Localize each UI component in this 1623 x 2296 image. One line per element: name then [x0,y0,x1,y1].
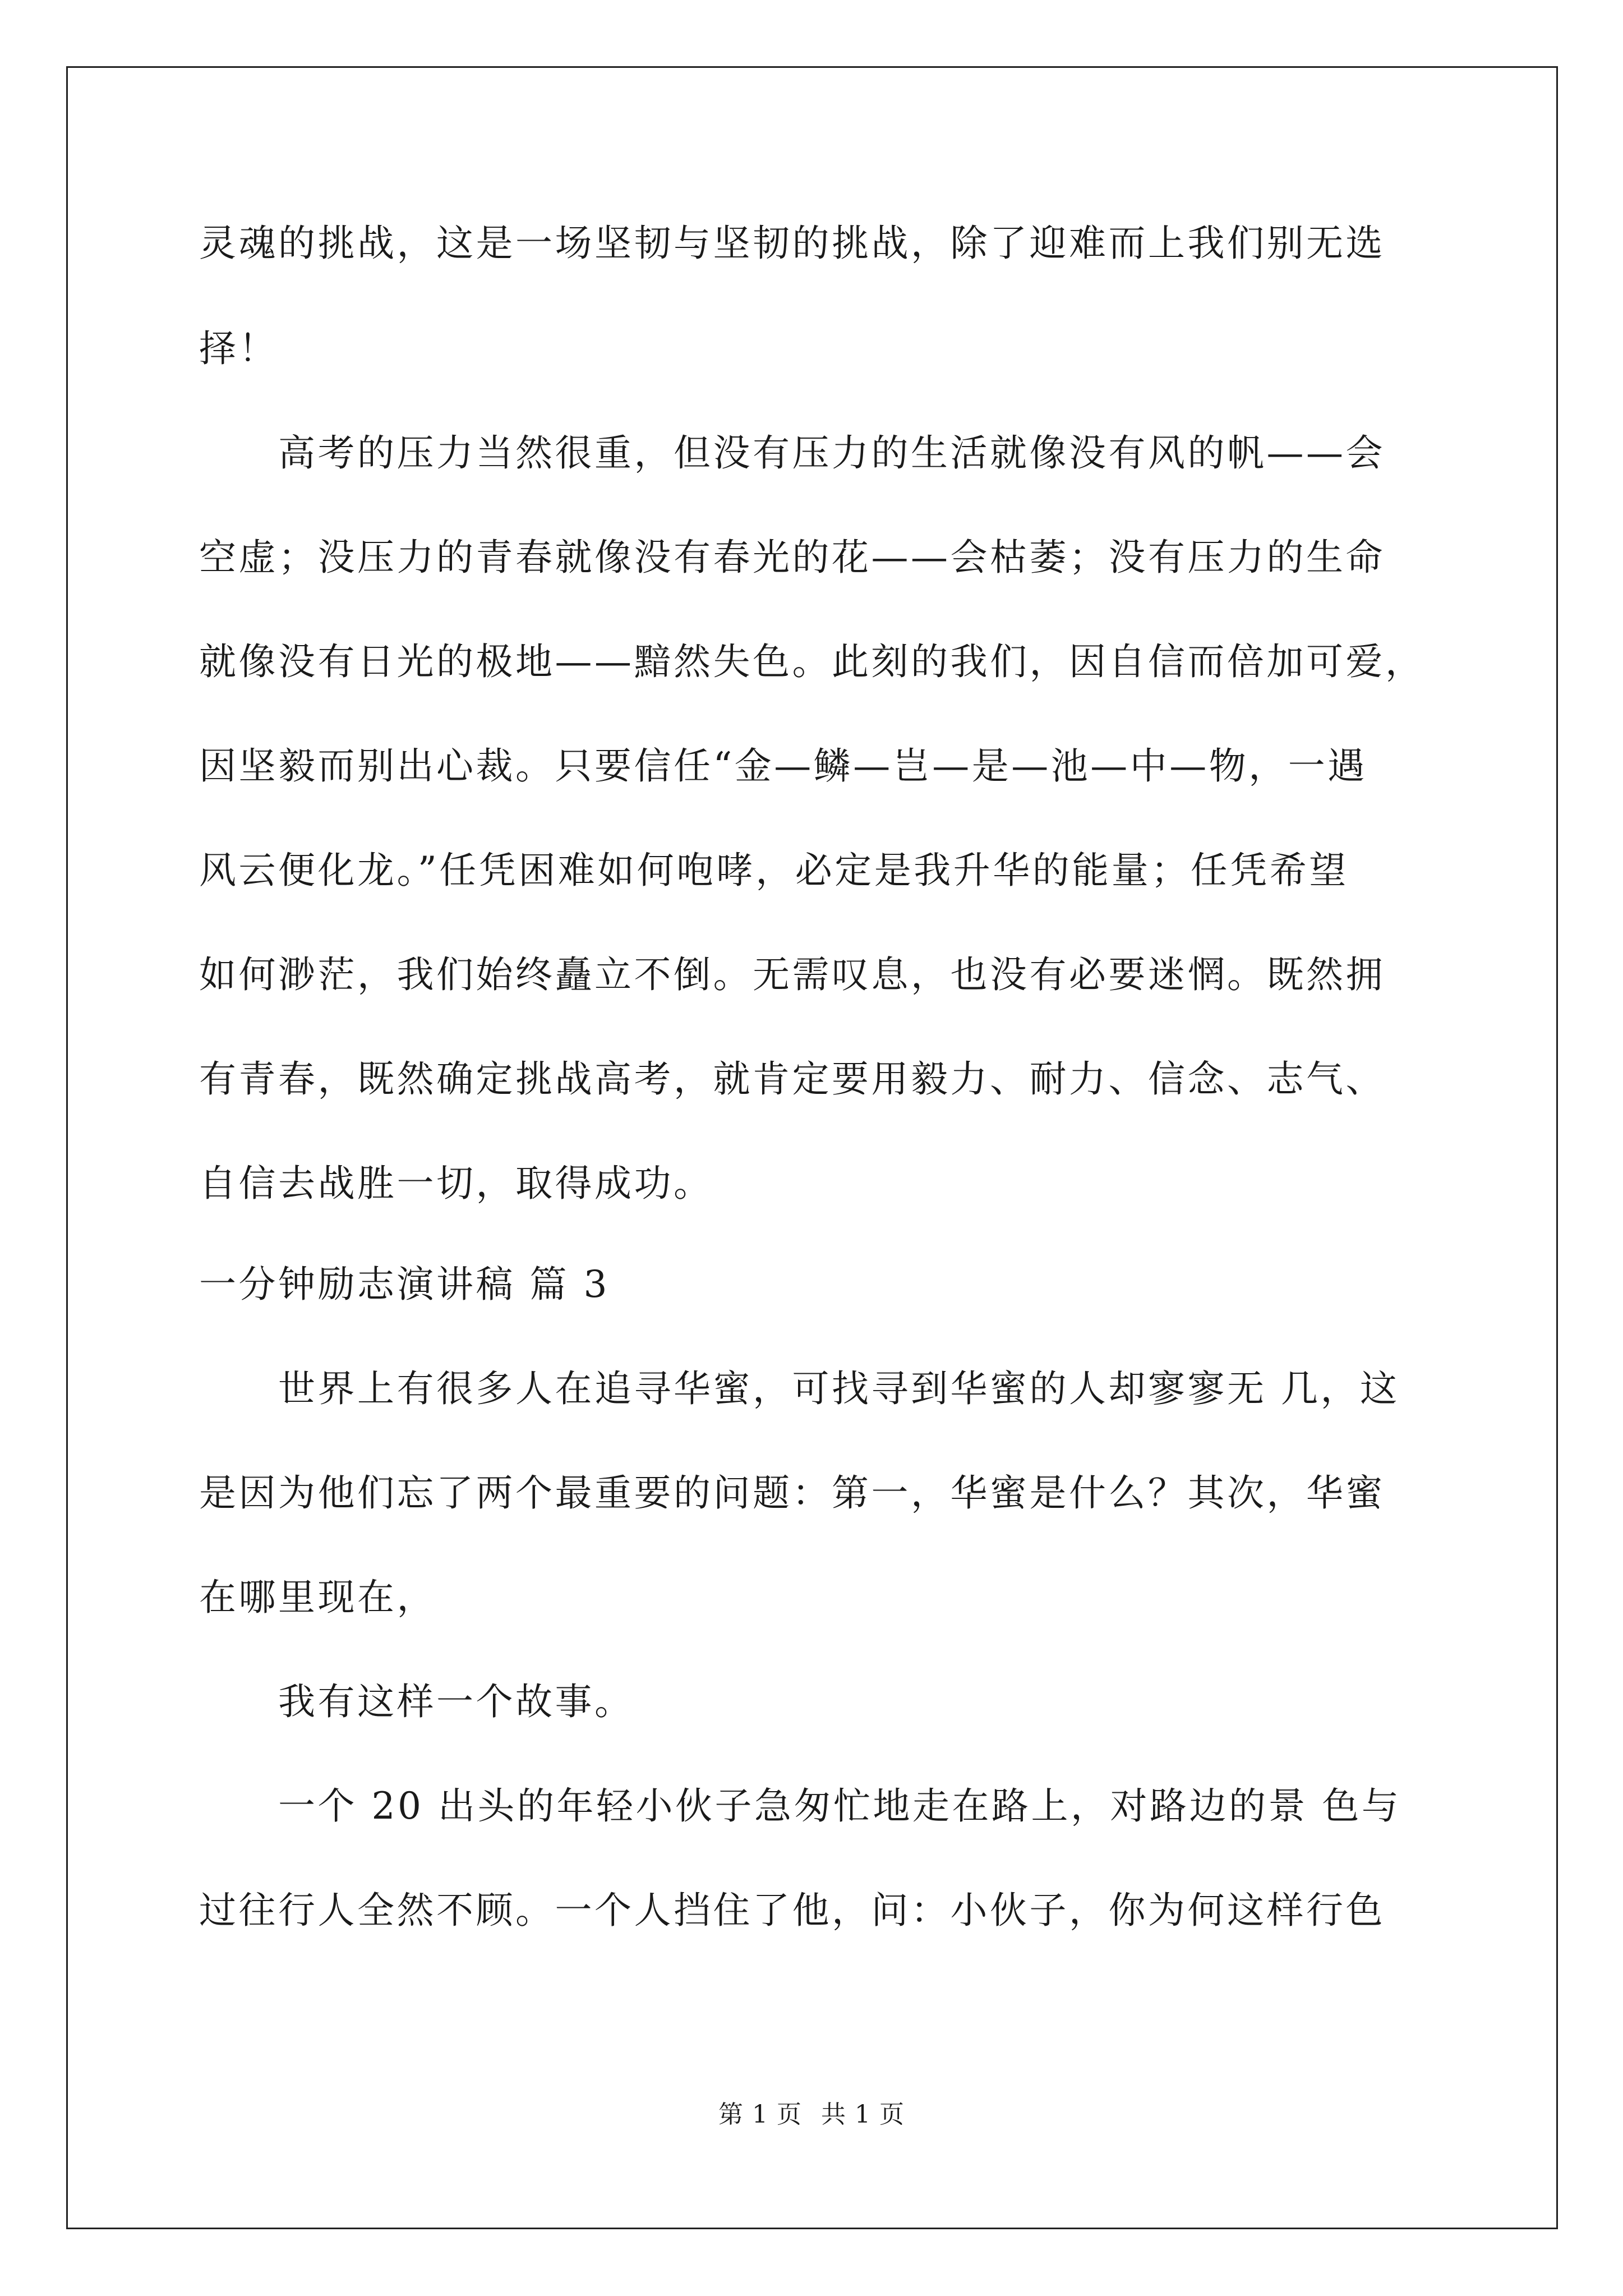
text-line: 如何渺茫，我们始终矗立不倒。无需叹息，也没有必要迷惘。既然拥 [199,953,1385,996]
text-line: 在哪里现在， [199,1576,436,1619]
text-line: 空虚；没压力的青春就像没有春光的花——会枯萎；没有压力的生命 [199,536,1385,579]
text-line: 灵魂的挑战，这是一场坚韧与坚韧的挑战，除了迎难而上我们别无选 [199,222,1385,265]
page-number: 第 1 页 [718,2100,802,2129]
text-line: 风云便化龙。”任凭困难如何咆哮，必定是我升华的能量；任凭希望 [199,849,1349,892]
section-heading: 一分钟励志演讲稿 篇 3 [199,1263,610,1306]
text-line: 我有这样一个故事。 [199,1680,634,1723]
text-line: 世界上有很多人在追寻华蜜，可找寻到华蜜的人却寥寥无 几，这 [199,1367,1400,1410]
page-total: 共 1 页 [821,2100,905,2129]
text-line: 有青春，既然确定挑战高考，就肯定要用毅力、耐力、信念、志气、 [199,1057,1385,1101]
text-line: 因坚毅而别出心裁。只要信任“金—鳞—岂—是—池—中—物，一遇 [199,744,1367,788]
page-footer [0,2098,1623,2132]
text-line: 过往行人全然不顾。一个人挡住了他，问：小伙子，你为何这样行色 [199,1889,1385,1932]
text-line: 是因为他们忘了两个最重要的问题：第一，华蜜是什么？其次，华蜜 [199,1471,1385,1515]
text-line: 一个 20 出头的年轻小伙子急匆忙地走在路上，对路边的景 色与 [199,1784,1401,1828]
text-line: 择！ [199,327,278,370]
text-line: 自信去战胜一切，取得成功。 [199,1162,713,1205]
text-line: 高考的压力当然很重，但没有压力的生活就像没有风的帆——会 [199,431,1385,475]
text-line: 就像没有日光的极地——黯然失色。此刻的我们，因自信而倍加可爱， [199,640,1425,683]
